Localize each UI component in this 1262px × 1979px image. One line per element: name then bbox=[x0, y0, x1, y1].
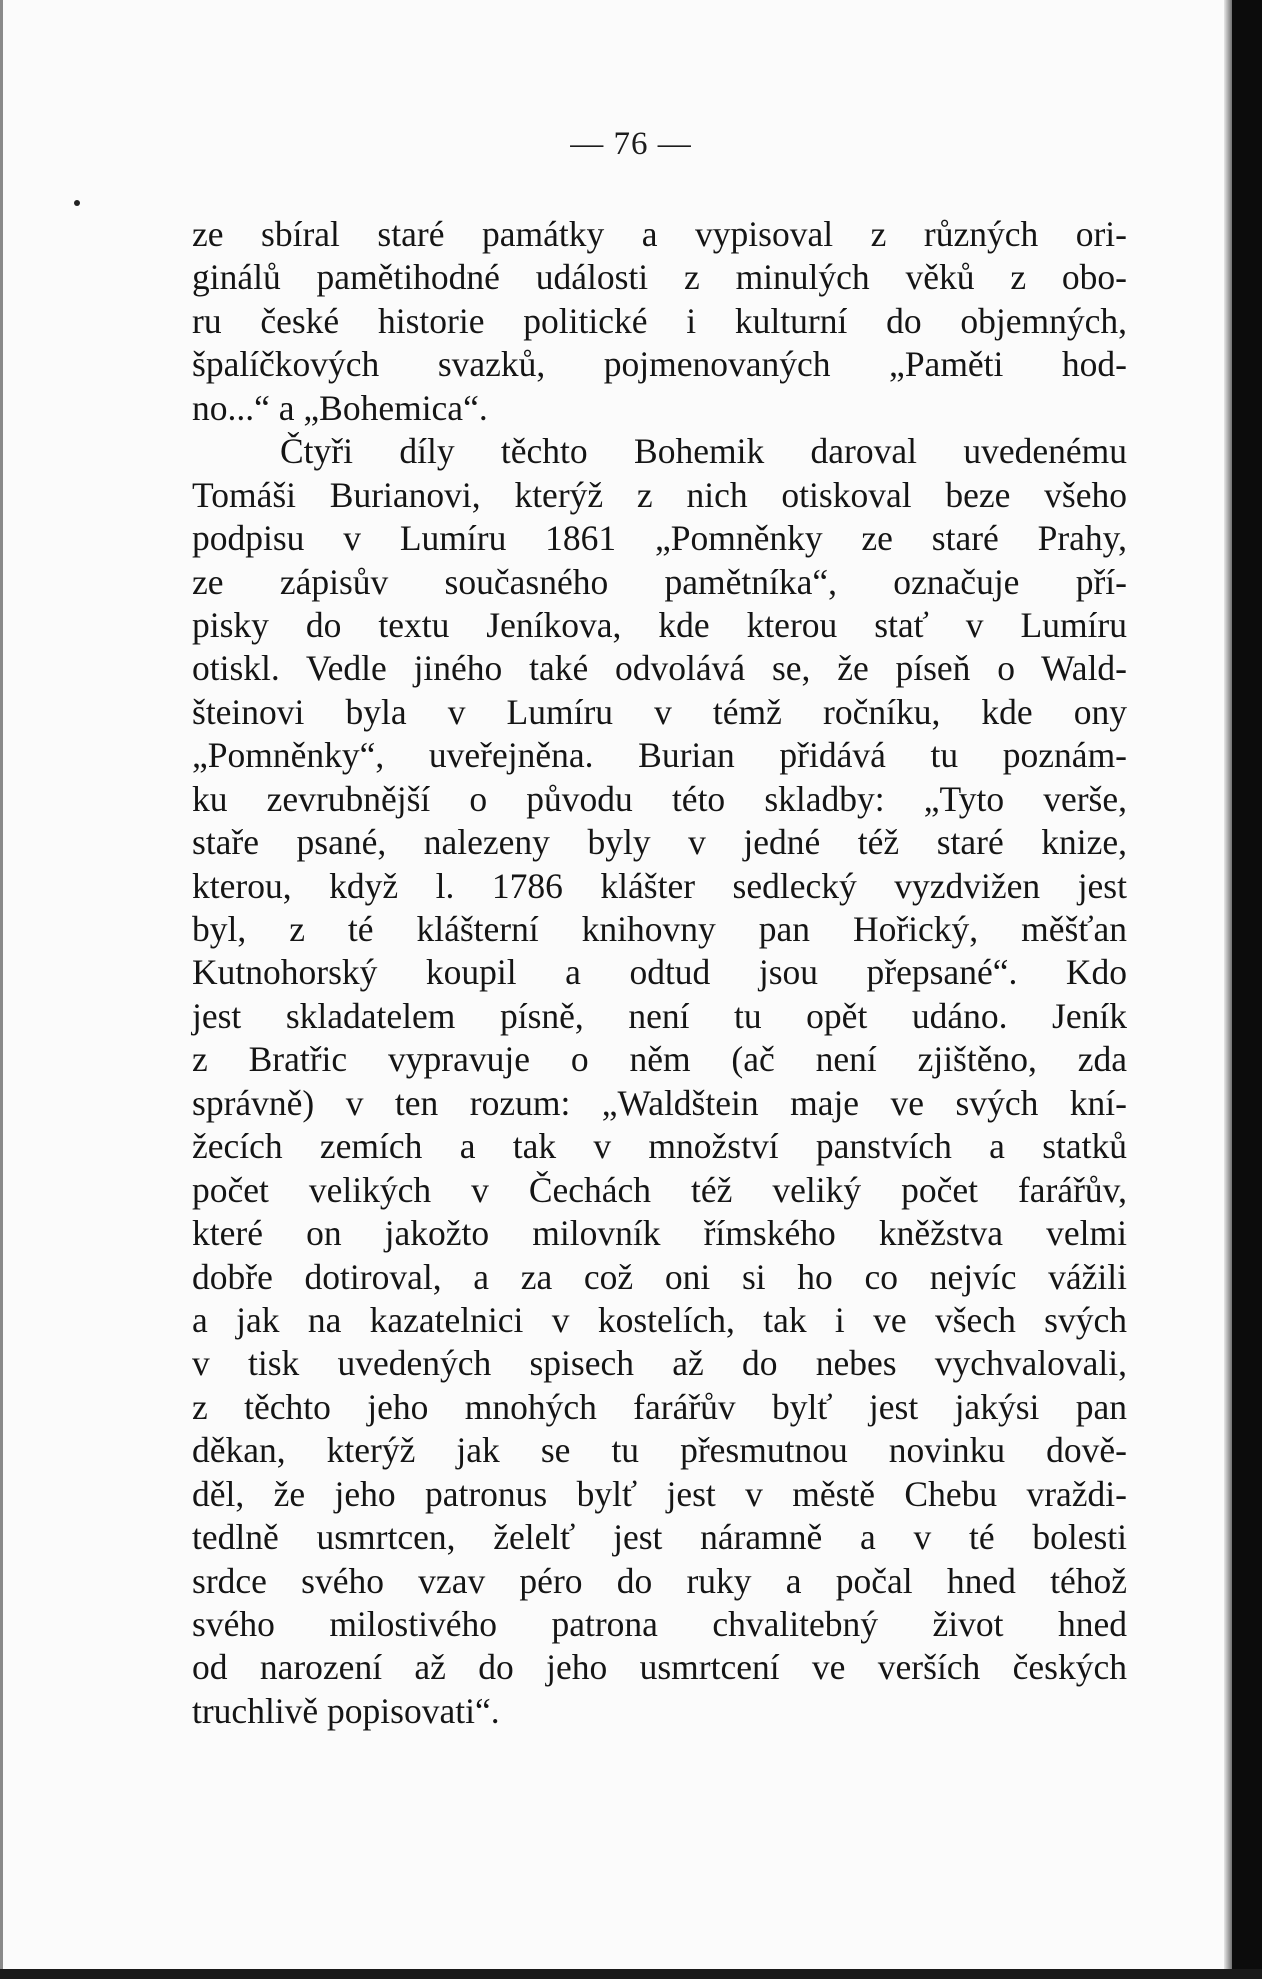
text-line: Čtyři díly těchto Bohemik daroval uvedenému bbox=[280, 431, 1127, 472]
scan-speck bbox=[74, 200, 80, 206]
text-line: srdce svého vzav péro do ruky a počal hned téhož bbox=[192, 1560, 1127, 1601]
text-line: dobře dotiroval, a za což oni si ho co nejvíc vážili bbox=[192, 1256, 1127, 1297]
text-line: no...“ a „Bohemica“. bbox=[192, 387, 488, 428]
paragraph bbox=[192, 430, 1127, 1733]
page-right-border bbox=[1232, 0, 1262, 1979]
text-line: počet velikých v Čechách též veliký počet farářův, bbox=[192, 1169, 1127, 1210]
text-line: ku zevrubnější o původu této skladby: „Tyto verše, bbox=[192, 778, 1127, 819]
text-line: jest skladatelem písně, není tu opět udáno. Jeník bbox=[192, 995, 1127, 1036]
paragraph bbox=[192, 213, 1127, 430]
text-line: staře psané, nalezeny byly v jedné též staré knize, bbox=[192, 822, 1127, 863]
text-line: kterou, když l. 1786 klášter sedlecký vyzdvižen jest bbox=[192, 865, 1127, 906]
text-line: šteinovi byla v Lumíru v témž ročníku, kde ony bbox=[192, 691, 1127, 732]
text-line: od narození až do jeho usmrtcení ve verších českých bbox=[192, 1647, 1127, 1688]
text-line: pisky do textu Jeníkova, kde kterou stať v Lumíru bbox=[192, 604, 1127, 645]
body-text bbox=[192, 213, 1127, 1733]
text-line: a jak na kazatelnici v kostelích, tak i ve všech svých bbox=[192, 1299, 1127, 1340]
text-line: ginálů pamětihodné události z minulých věků z obo- bbox=[192, 257, 1127, 298]
page-left-edge bbox=[0, 0, 3, 1979]
text-line: z těchto jeho mnohých farářův bylť jest jakýsi pan bbox=[192, 1386, 1127, 1427]
text-line: které on jakožto milovník římského kněžstva velmi bbox=[192, 1213, 1127, 1254]
text-line: děkan, kterýž jak se tu přesmutnou novinku dově- bbox=[192, 1430, 1127, 1471]
text-line: byl, z té klášterní knihovny pan Hořický, měšťan bbox=[192, 909, 1127, 949]
text-line: v tisk uvedených spisech až do nebes vychvalovali, bbox=[192, 1343, 1127, 1384]
text-line: svého milostivého patrona chvalitebný život hned bbox=[192, 1604, 1127, 1644]
text-line: ze zápisův současného pamětníka“, označuje pří- bbox=[192, 561, 1127, 602]
text-line: děl, že jeho patronus bylť jest v městě Chebu vraždi- bbox=[192, 1473, 1127, 1514]
text-line: „Pomněnky“, uveřejněna. Burian přidává tu poznám- bbox=[192, 735, 1127, 776]
text-line: podpisu v Lumíru 1861 „Pomněnky ze staré Prahy, bbox=[192, 518, 1127, 559]
text-line: Kutnohorský koupil a odtud jsou přepsané“. Kdo bbox=[192, 952, 1127, 993]
page-number: — 76 — bbox=[570, 126, 692, 162]
text-line: otiskl. Vedle jiného také odvolává se, že píseň o Wald- bbox=[192, 648, 1127, 689]
text-line: tedlně usmrtcen, želelť jest náramně a v té bolesti bbox=[192, 1517, 1127, 1558]
text-line: špalíčkových svazků, pojmenovaných „Paměti hod- bbox=[192, 344, 1127, 385]
text-line: správně) v ten rozum: „Waldštein maje ve svých kní- bbox=[192, 1082, 1127, 1123]
text-line: ru české historie politické i kulturní do objemných, bbox=[192, 300, 1127, 341]
text-line: Tomáši Burianovi, kterýž z nich otiskoval beze všeho bbox=[192, 474, 1127, 515]
text-line: z Bratřic vypravuje o něm (ač není zjištěno, zda bbox=[192, 1039, 1127, 1080]
page-bottom-border bbox=[0, 1969, 1262, 1979]
text-line: ze sbíral staré památky a vypisoval z různých ori- bbox=[192, 214, 1127, 254]
text-line: truchlivě popisovati“. bbox=[192, 1690, 500, 1731]
page-right-shadow bbox=[1224, 0, 1232, 1979]
text-line: žecích zemích a tak v množství panstvích a statků bbox=[192, 1126, 1127, 1167]
